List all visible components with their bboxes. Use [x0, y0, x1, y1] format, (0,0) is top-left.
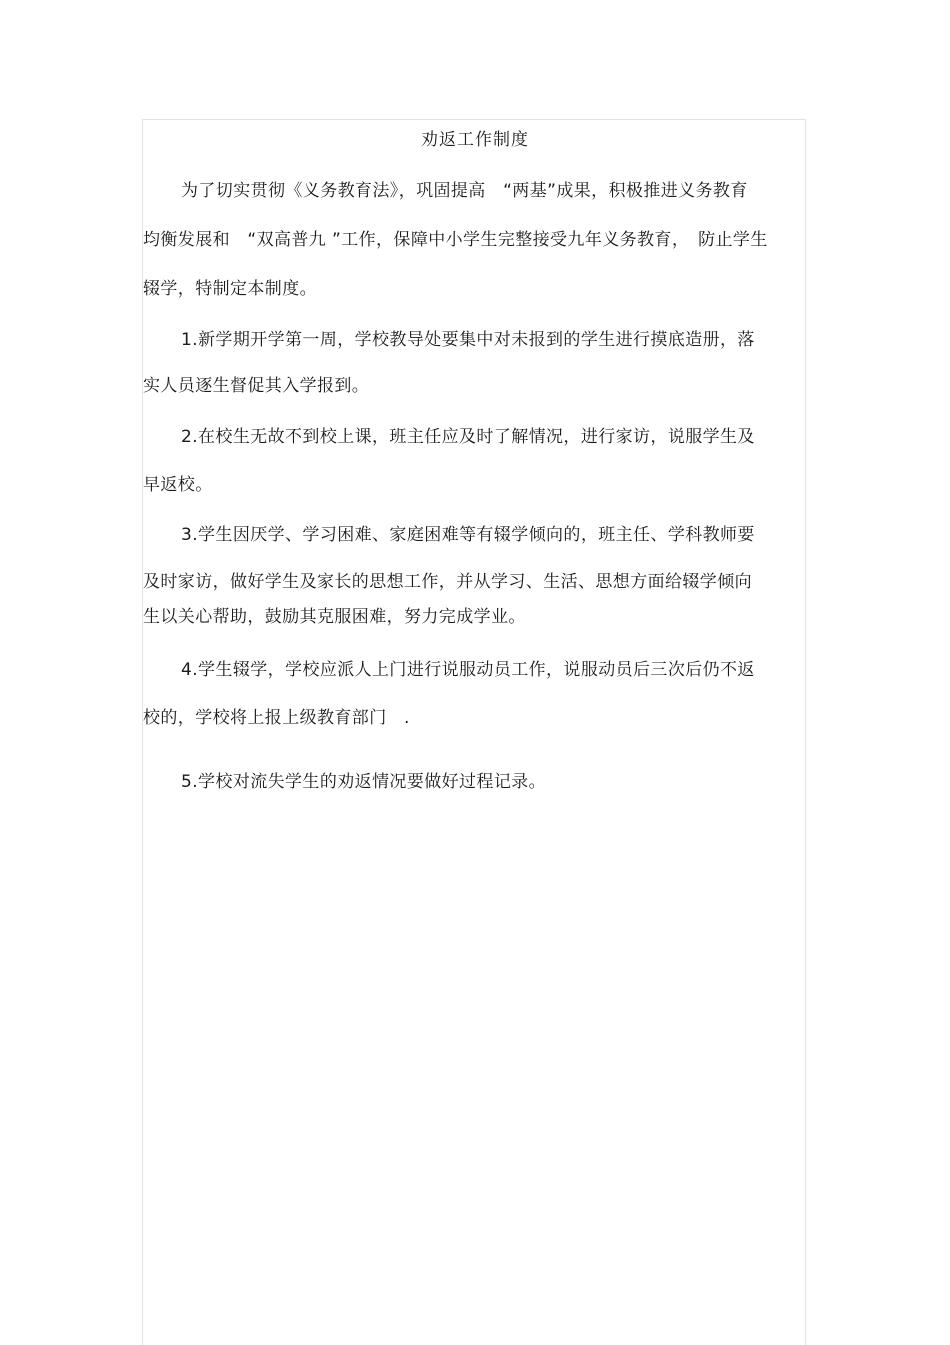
item-4-line-1: 4.学生辍学，学校应派人上门进行说服动员工作，说服动员后三次后仍不返	[181, 660, 755, 680]
item-2-line-2: 早返校。	[143, 475, 213, 495]
item-3-line-2: 及时家访，做好学生及家长的思想工作，并从学习、生活、思想方面给辍学倾向	[143, 572, 752, 592]
item-1-line-2: 实人员逐生督促其入学报到。	[143, 376, 370, 396]
item-1-line-1: 1.新学期开学第一周，学校教导处要集中对未报到的学生进行摸底造册，落	[181, 330, 755, 350]
intro-line-1: 为了切实贯彻《义务教育法》，巩固提高 “两基”成果，积极推进义务教育	[181, 181, 748, 201]
item-4-line-2: 校的，学校将上报上级教育部门 .	[143, 708, 410, 728]
item-2-line-1: 2.在校生无故不到校上课，班主任应及时了解情况，进行家访，说服学生及	[181, 427, 755, 447]
item-3-line-3: 生以关心帮助，鼓励其克服困难，努力完成学业。	[143, 607, 526, 627]
item-3-line-1: 3.学生因厌学、学习困难、家庭困难等有辍学倾向的，班主任、学科教师要	[181, 525, 755, 545]
document-title: 劝返工作制度	[421, 130, 529, 150]
intro-line-2: 均衡发展和 “双高普九 ”工作，保障中小学生完整接受九年义务教育， 防止学生	[143, 230, 768, 250]
intro-line-3: 辍学，特制定本制度。	[143, 279, 317, 299]
page-frame	[142, 119, 806, 1345]
item-5-line-1: 5.学校对流失学生的劝返情况要做好过程记录。	[181, 772, 547, 792]
